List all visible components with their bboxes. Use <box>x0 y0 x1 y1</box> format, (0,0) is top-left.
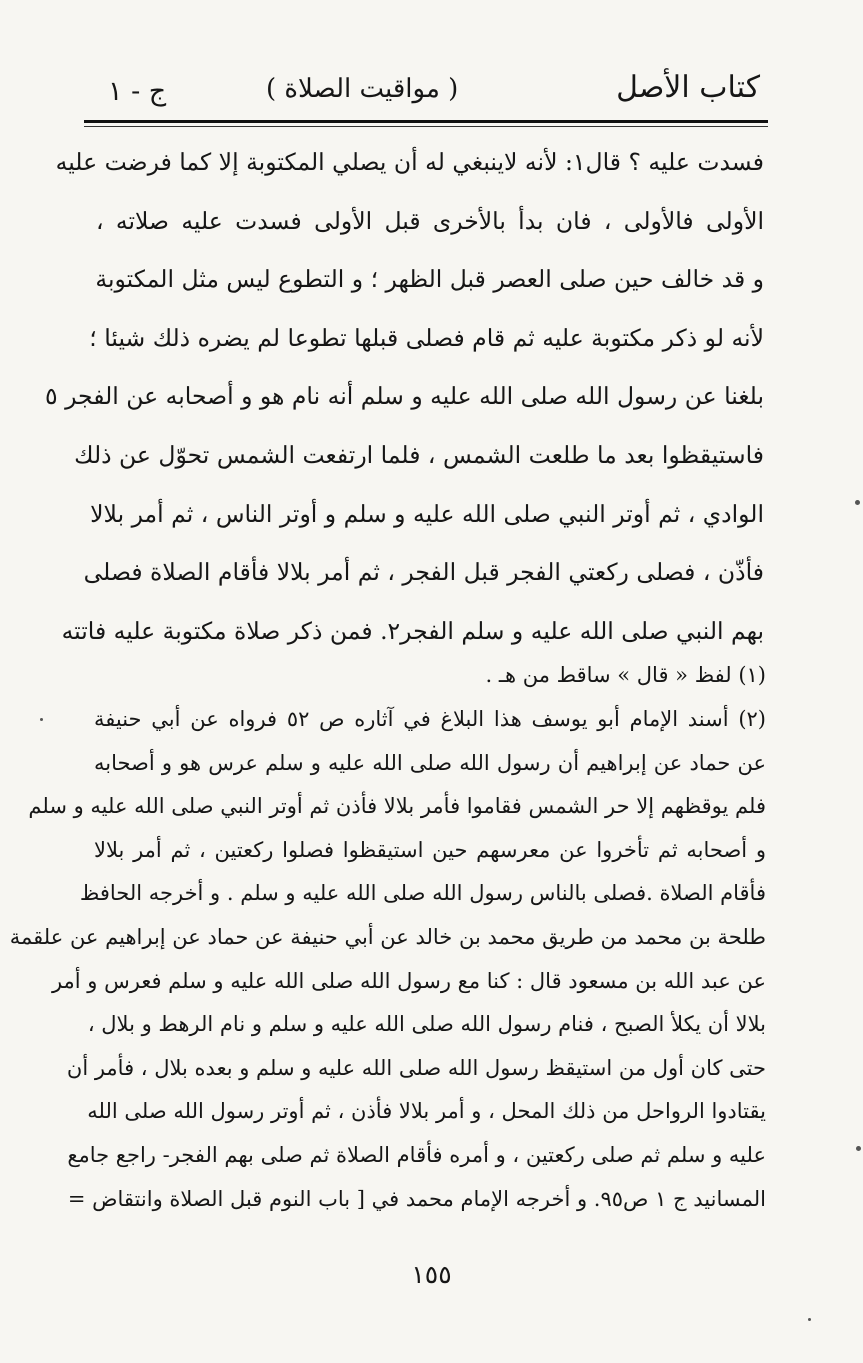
footnote-2-line: المسانيد ج ١ ص٩٥. و أخرجه الإمام محمد في [ باب النوم قبل الصلاة وانتقاض = <box>67 1186 766 1211</box>
print-speck <box>856 1146 861 1151</box>
footnote-2-line: طلحة بن محمد من طريق محمد بن خالد عن أبي حنيفة عن حماد عن إبراهيم عن علقمة <box>9 924 766 949</box>
book-title: كتاب الأصل <box>616 70 760 105</box>
text-line: الأولى فالأولى ، فان بدأ بالأخرى قبل الأولى فسدت عليه صلاته ، <box>96 206 764 235</box>
print-speck <box>40 718 43 721</box>
footnote-2-line: عن عبد الله بن مسعود قال : كنا مع رسول الله صلى الله عليه و سلم فعرس و أمر <box>51 968 766 993</box>
volume-number: ج - ١ <box>108 76 167 107</box>
text-line: لأنه لو ذكر مكتوبة عليه ثم قام فصلى قبلها تطوعا لم يضره ذلك شيئا ؛ <box>89 323 764 352</box>
header-rule <box>84 120 768 123</box>
text-line: بلغنا عن رسول الله صلى الله عليه و سلم أنه نام هو و أصحابه عن الفجر ٥ <box>44 382 764 411</box>
page-number: ١٥٥ <box>411 1260 452 1289</box>
text-line: فاستيقظوا بعد ما طلعت الشمس ، فلما ارتفعت الشمس تحوّل عن ذلك <box>74 440 764 469</box>
header-rule-thin <box>84 126 768 127</box>
main-text <box>44 142 764 669</box>
print-speck <box>808 1318 811 1321</box>
footnote-2-line: (٢) أسند الإمام أبو يوسف هذا البلاغ في آثاره ص ٥٢ فرواه عن أبي حنيفة <box>94 707 766 731</box>
text-line: بهم النبي صلى الله عليه و سلم الفجر٢. فمن ذكر صلاة مكتوبة عليه فاتته <box>61 616 764 645</box>
text-line: الوادي ، ثم أوتر النبي صلى الله عليه و سلم و أوتر الناس ، ثم أمر بلالا <box>90 499 764 528</box>
text-line: فأذّن ، فصلى ركعتي الفجر قبل الفجر ، ثم أمر بلالا فأقام الصلاة فصلى <box>83 558 764 587</box>
footnote-2-line: يقتادوا الرواحل من ذلك المحل ، و أمر بلالا فأذن ، ثم أوتر رسول الله صلى الله <box>87 1099 766 1124</box>
footnote-1: (١) لفظ « قال » ساقط من هـ . <box>485 663 766 687</box>
footnotes <box>9 658 766 1225</box>
text-line: فسدت عليه ؟ قال١: لأنه لاينبغي له أن يصلي المكتوبة إلا كما فرضت عليه <box>55 148 764 176</box>
footnote-2-line: و أصحابه ثم تأخروا عن معرسهم حين استيقظوا فصلوا ركعتين ، ثم أمر بلالا <box>94 837 766 862</box>
footnote-2-line: فلم يوقظهم إلا حر الشمس فقاموا فأمر بلالا فأذن ثم أوتر النبي صلى الله عليه و سلم <box>28 794 766 819</box>
text-line: و قد خالف حين صلى العصر قبل الظهر ؛ و التطوع ليس مثل المكتوبة <box>95 265 764 294</box>
print-speck <box>855 500 860 505</box>
footnote-2-line: فأقام الصلاة .فصلى بالناس رسول الله صلى الله عليه و سلم . و أخرجه الحافظ <box>79 881 766 906</box>
footnote-2-line: عليه و سلم ثم صلى ركعتين ، و أمره فأقام الصلاة ثم صلى بهم الفجر- راجع جامع <box>67 1142 766 1167</box>
footnote-2-line: حتى كان أول من استيقظ رسول الله صلى الله عليه و سلم و بعده بلال ، فأمر أن <box>66 1055 766 1080</box>
chapter-title: ( مواقيت الصلاة ) <box>266 74 459 104</box>
footnote-2-line: عن حماد عن إبراهيم أن رسول الله صلى الله عليه و سلم عرس هو و أصحابه <box>94 750 766 775</box>
running-header <box>88 66 768 116</box>
footnote-2-line: بلالا أن يكلأ الصبح ، فنام رسول الله صلى الله عليه و سلم و نام الرهط و بلال ، <box>87 1012 766 1037</box>
